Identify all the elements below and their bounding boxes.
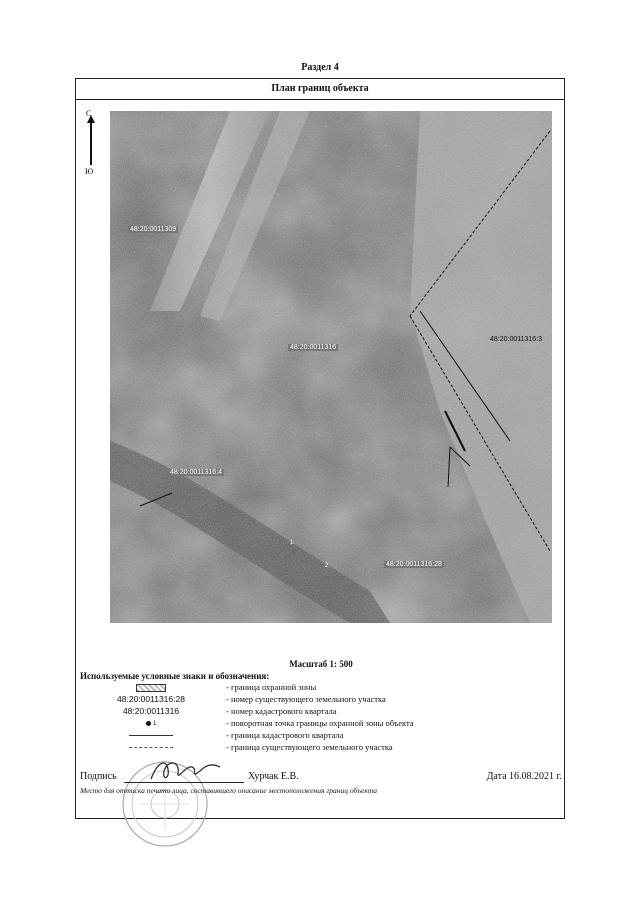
legend	[76, 682, 566, 754]
protection-zone-symbol	[136, 684, 166, 692]
parcel-label-right: 48:20:0011316:3	[490, 336, 543, 343]
signature-row	[80, 771, 562, 785]
legend-symbol-text: 48:20:0011316:28	[117, 694, 185, 704]
parcel-boundary-symbol	[129, 747, 173, 748]
legend-item	[76, 706, 566, 718]
compass	[84, 109, 100, 179]
legend-item	[76, 730, 566, 742]
legend-symbol-text: 1	[153, 720, 157, 727]
signature-line	[124, 782, 244, 783]
legend-desc: - граница охранной зоны	[226, 682, 317, 692]
legend-desc: - поворотная точка границы охранной зоны объекта	[226, 718, 414, 728]
legend-title: Используемые условные знаки и обозначения:	[80, 671, 270, 681]
signature-label: Подпись	[80, 771, 117, 782]
scale-text: Масштаб 1: 500	[289, 659, 353, 669]
legend-desc: - номер кадастрового квартала	[226, 706, 337, 716]
plan-frame	[75, 78, 565, 819]
parcel-label-bottom: 48:20:0011316:28	[386, 561, 442, 568]
aerial-map	[110, 111, 552, 623]
signer-name: Хурчак Е.В.	[248, 771, 299, 782]
compass-south-label: Ю	[85, 167, 94, 176]
legend-item	[76, 742, 566, 754]
legend-item	[76, 682, 566, 694]
legend-desc: - граница существующего земельного участка	[226, 742, 393, 752]
legend-symbol-text: 48:20:0011316	[122, 706, 180, 716]
quarter-label-top: 48:20:0011309	[130, 226, 177, 233]
legend-item	[76, 718, 566, 730]
legend-desc: - номер существующего земельного участка	[226, 694, 386, 704]
north-arrow-shaft	[90, 119, 92, 165]
legend-desc: - граница кадастрового квартала	[226, 730, 344, 740]
boundary-point-2: 2	[325, 563, 329, 569]
section-title: Раздел 4	[301, 62, 339, 73]
legend-item	[76, 694, 566, 706]
signature-date: Дата 16.08.2021 г.	[486, 771, 562, 782]
plan-title: План границ объекта	[76, 79, 564, 100]
seal-place-note: Место для оттиска печати лица, составившего описание местоположения границ объекта	[80, 786, 378, 795]
quarter-boundary-symbol	[129, 735, 173, 736]
map-grain	[110, 111, 552, 623]
boundary-point-1: 1	[290, 540, 294, 546]
quarter-label-center: 48:20:0011316	[290, 344, 337, 351]
compass-north-label: С	[86, 109, 92, 118]
parcel-label-left: 48:20:0011316:4	[170, 469, 223, 476]
boundary-point-icon	[146, 721, 151, 726]
